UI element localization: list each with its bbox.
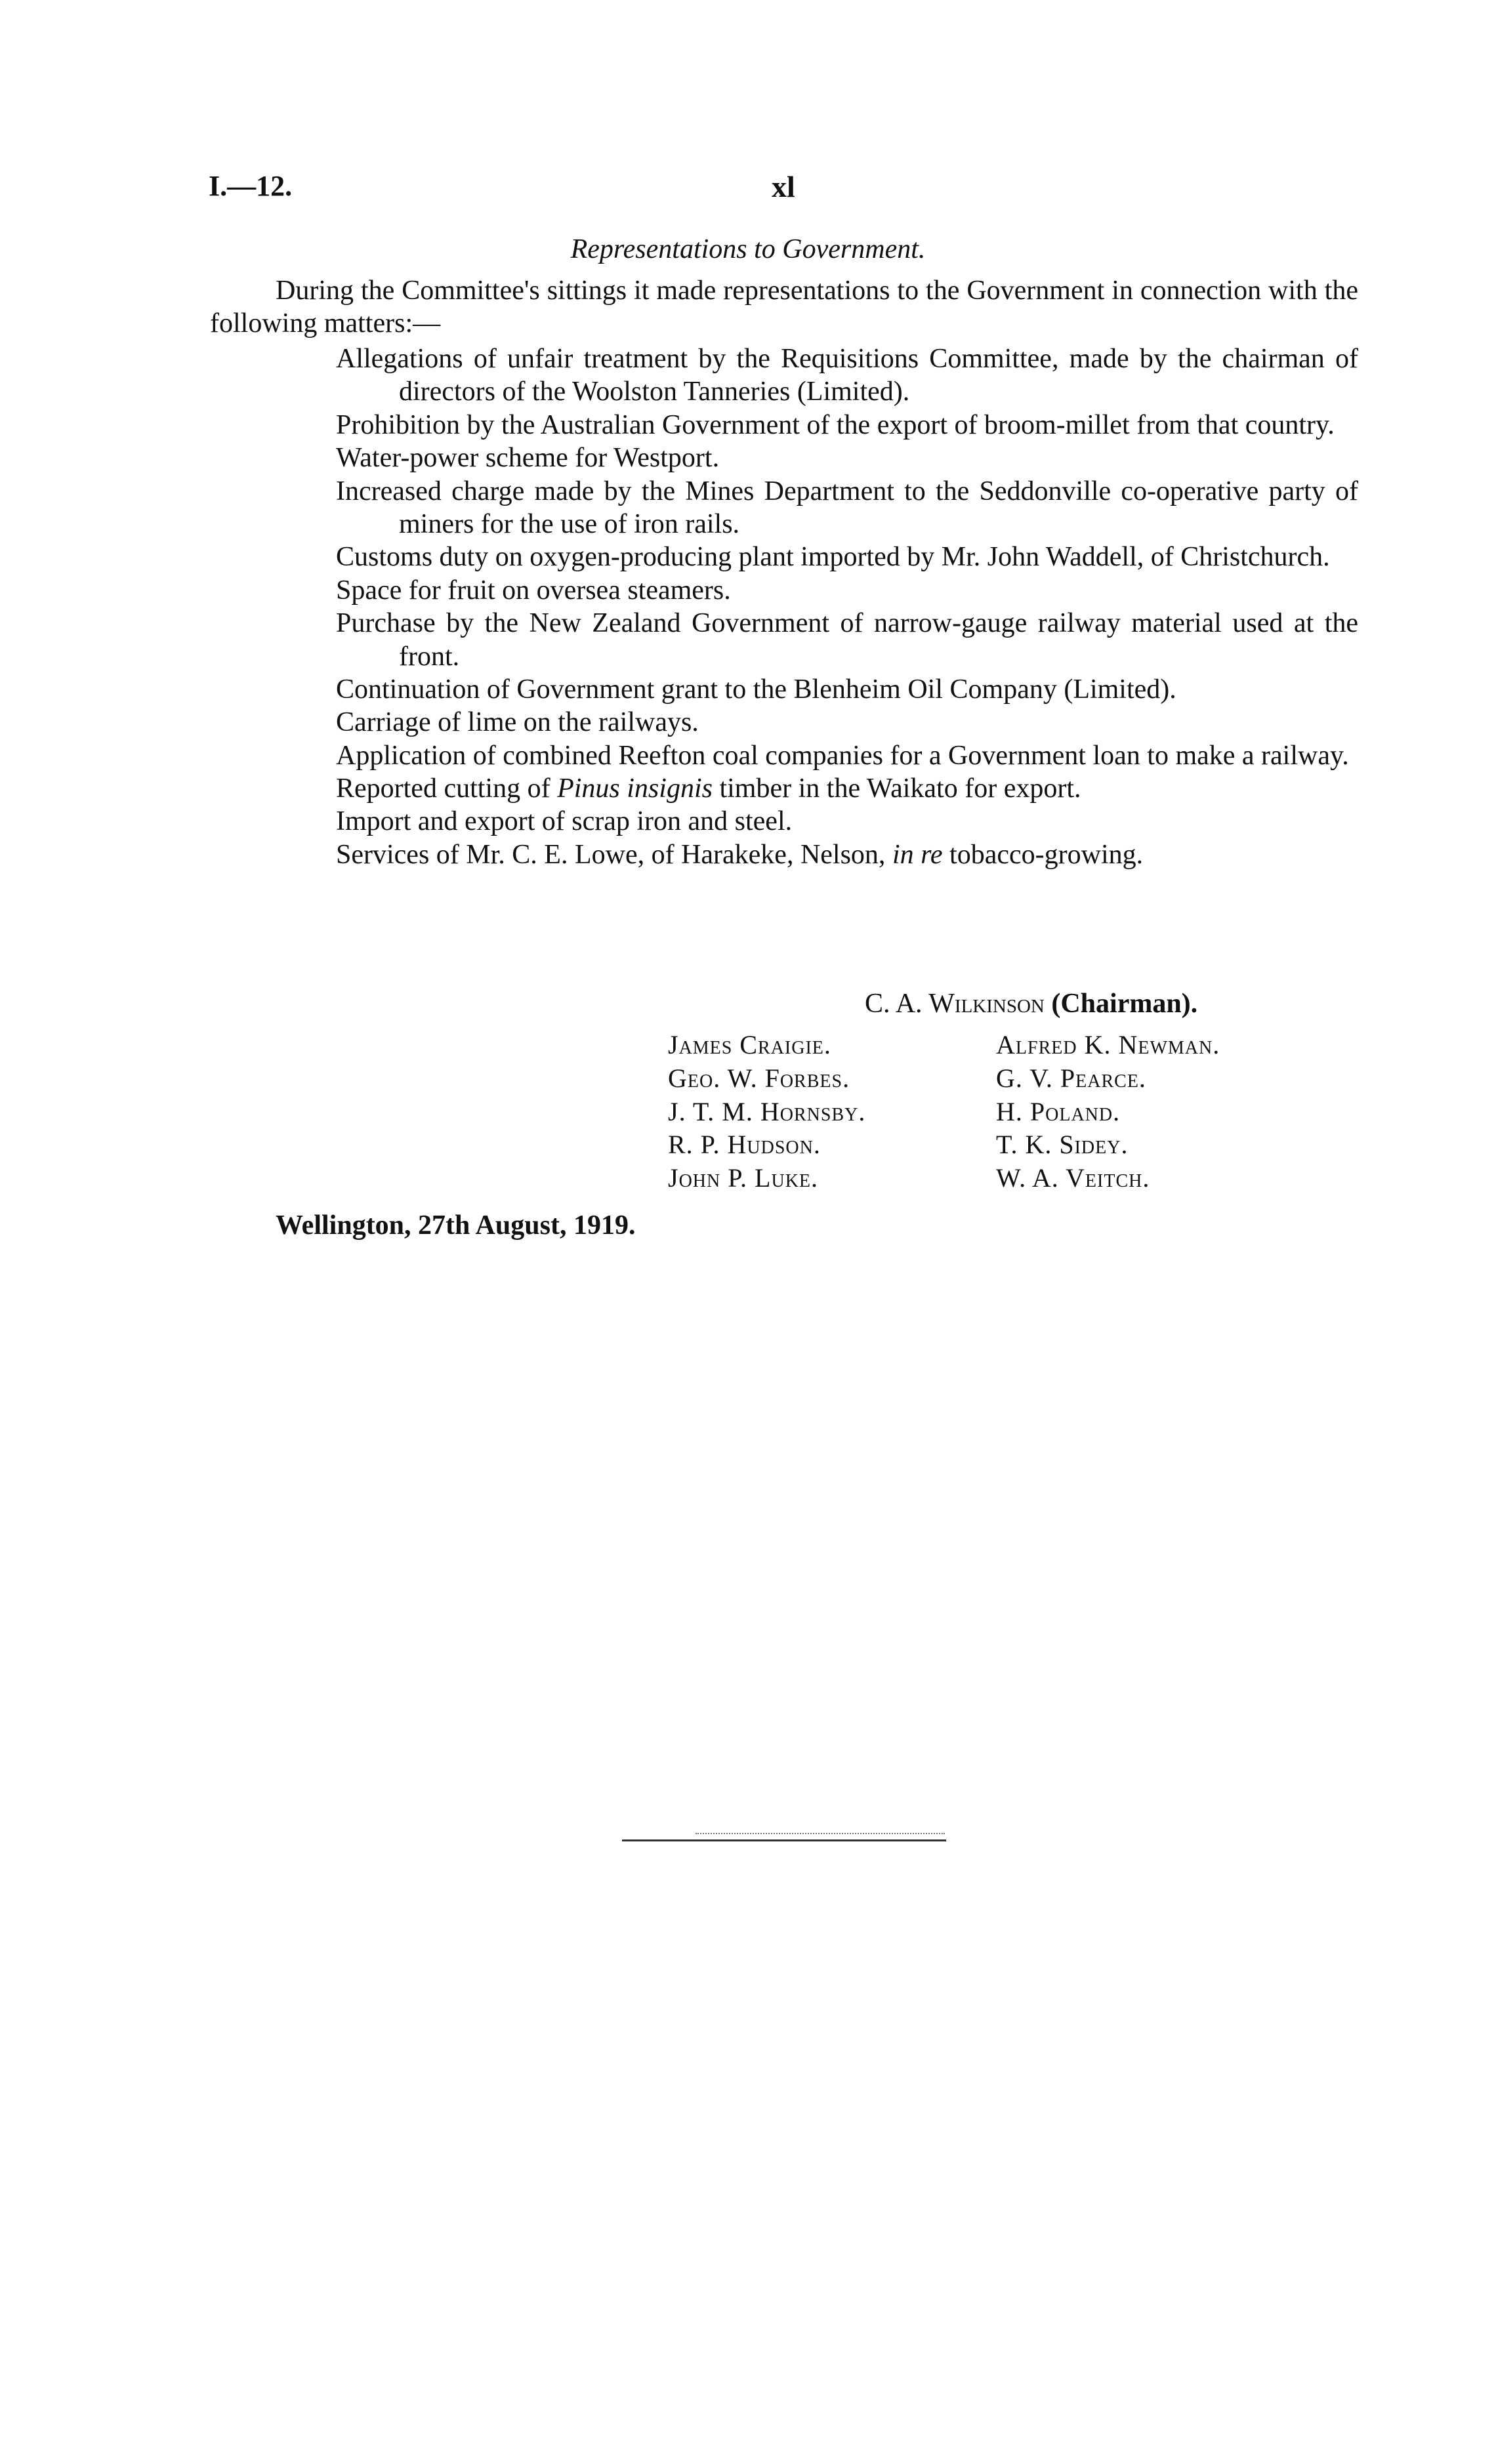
matter-text: tobacco-growing. xyxy=(942,839,1144,870)
list-item xyxy=(336,673,1358,706)
member-name: G. V. Pearce. xyxy=(996,1063,1146,1093)
divider xyxy=(696,1833,945,1834)
matter-text: Carriage of lime on the railways. xyxy=(336,707,699,738)
member-name: W. A. Veitch. xyxy=(996,1163,1150,1193)
matter-italic-text: in re xyxy=(892,839,943,870)
member-name: Geo. W. Forbes. xyxy=(668,1063,850,1093)
chairman-signature xyxy=(865,988,1197,1019)
matter-text: Import and export of scrap iron and steel. xyxy=(336,806,793,837)
list-item xyxy=(336,409,1358,441)
list-item xyxy=(336,441,1358,474)
list-item xyxy=(336,706,1358,739)
list-item xyxy=(336,838,1358,871)
chairman-title: (Chairman). xyxy=(1051,989,1198,1019)
list-item xyxy=(336,342,1358,409)
page-number: xl xyxy=(772,170,795,203)
matter-text: Water-power scheme for Westport. xyxy=(336,443,720,474)
matter-text: timber in the Waikato for export. xyxy=(712,773,1081,804)
list-item xyxy=(336,772,1358,805)
matter-text: Services of Mr. C. E. Lowe, of Harakeke, Nelson, xyxy=(336,839,892,870)
member-name: T. K. Sidey. xyxy=(996,1130,1129,1160)
member-name: R. P. Hudson. xyxy=(668,1130,821,1160)
member-name: Alfred K. Newman. xyxy=(996,1030,1220,1059)
list-item xyxy=(336,805,1358,838)
matter-text: Application of combined Reefton coal companies for a Government loan to make a railway. xyxy=(336,740,1349,771)
matter-text: Increased charge made by the Mines Department to the Seddonville co-operative party of miners for the use of iron rails. xyxy=(336,476,1358,539)
list-item xyxy=(336,574,1358,607)
matter-italic-text: Pinus insignis xyxy=(557,773,713,804)
intro-paragraph: During the Committee's sittings it made representations to the Government in connection with the following matters:— xyxy=(210,276,1358,339)
member-name: J. T. M. Hornsby. xyxy=(668,1096,866,1126)
list-item xyxy=(336,607,1358,673)
committee-members xyxy=(668,1029,1324,1195)
member-name: John P. Luke. xyxy=(668,1163,819,1193)
place-and-date: Wellington, 27th August, 1919. xyxy=(276,1210,636,1241)
member-name: James Craigie. xyxy=(668,1030,831,1059)
matter-text: Prohibition by the Australian Government of the export of broom-millet from that country. xyxy=(336,409,1335,440)
section-title: Representations to Government. xyxy=(570,234,926,264)
list-item xyxy=(336,541,1358,573)
divider xyxy=(622,1839,946,1841)
matter-text: Purchase by the New Zealand Government of narrow-gauge railway material used at the front. xyxy=(336,608,1358,672)
paper-reference: I.—12. xyxy=(209,170,293,202)
matter-text: Continuation of Government grant to the Blenheim Oil Company (Limited). xyxy=(336,674,1176,705)
member-name: H. Poland. xyxy=(996,1096,1121,1126)
chairman-name: C. A. Wilkinson xyxy=(865,989,1045,1019)
list-item xyxy=(336,739,1358,772)
matter-text: Allegations of unfair treatment by the Requisitions Committee, made by the chairman of directors of the Woolston Tanneries (Limited). xyxy=(336,344,1358,407)
matter-text: Reported cutting of xyxy=(336,773,558,804)
matter-text: Space for fruit on oversea steamers. xyxy=(336,575,731,606)
matter-text: Customs duty on oxygen-producing plant imported by Mr. John Waddell, of Christchurch. xyxy=(336,542,1330,573)
matters-list xyxy=(336,342,1358,871)
list-item xyxy=(336,475,1358,541)
